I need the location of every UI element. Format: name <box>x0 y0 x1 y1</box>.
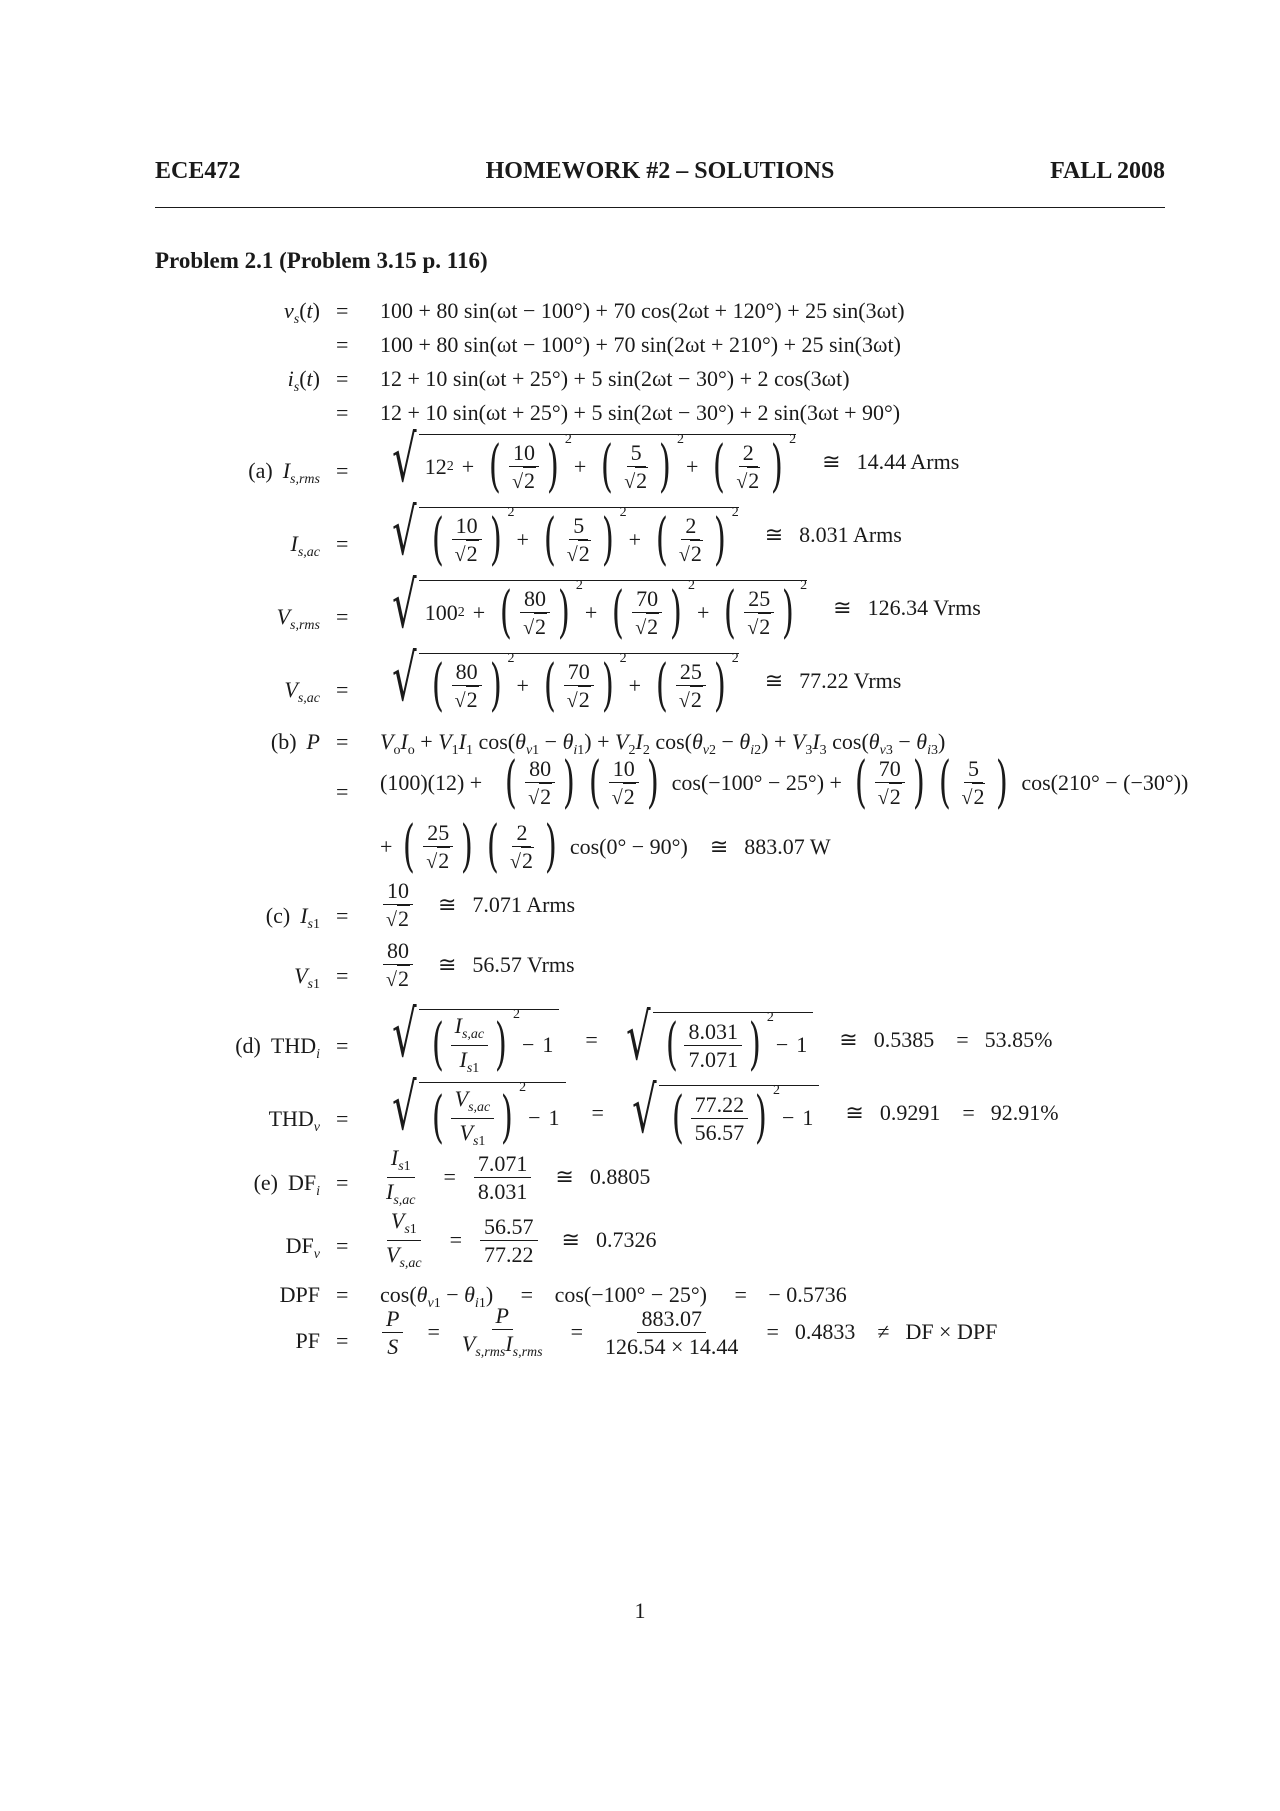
pf-result: 0.4833 <box>794 1319 856 1345</box>
df-v-result: 0.7326 <box>595 1227 657 1253</box>
page-number: 1 <box>634 1598 646 1623</box>
thd-v-percent: 92.91% <box>990 1099 1059 1125</box>
p-lhs: (b) P <box>270 729 320 754</box>
df-v-lhs: $DF_v$ <box>285 1233 320 1262</box>
running-header <box>155 158 1165 198</box>
vs-rms-result: 126.34 Vrms <box>867 594 981 620</box>
dpf-lhs: DPF <box>279 1282 320 1307</box>
is-expr-1: 12 + 10 sin(ωt + 25°) + 5 sin(2ωt − 30°) + 2 cos(3ωt) <box>380 366 850 391</box>
vs-expr-1: 100 + 80 sin(ωt − 100°) + 70 cos(2ωt + 120°) + 25 sin(3ωt) <box>380 298 905 323</box>
vs-rms-lhs: $V_{s,rms}$ <box>276 604 320 633</box>
pf-lhs: PF <box>295 1328 320 1353</box>
p-expr-1: $V_oI_o + V_1I_1$ $\cos(\theta_{v1} - \theta_{i1}) + V_2I_2$ $\cos(\theta_{v2} - \theta_{i2}) + V_3I_3$ $\cos(\theta_{v3} - \theta_{i3})$ <box>380 729 946 758</box>
course-code: ECE472 <box>155 158 241 184</box>
is1-result: 7.071 Arms <box>472 892 576 918</box>
is1-lhs: (c) $I_{s1}$ <box>265 903 320 932</box>
problem-title: Problem 2.1 (Problem 3.15 p. 116) <box>155 248 488 273</box>
term: FALL 2008 <box>1050 158 1165 184</box>
vs-expr-2: 100 + 80 sin(ωt − 100°) + 70 sin(2ωt + 210°) + 25 sin(3ωt) <box>380 332 901 357</box>
dpf-result: − 0.5736 <box>768 1282 847 1307</box>
df-i-lhs: (e) $DF_i$ <box>253 1170 320 1199</box>
header-rule <box>155 207 1165 208</box>
thd-i-lhs: (d) $THD_i$ <box>235 1033 320 1062</box>
vs-lhs: $v_s(t)$ <box>284 298 320 327</box>
df-i-result: 0.8805 <box>589 1164 651 1190</box>
is-rms-result: 14.44 Arms <box>856 448 960 474</box>
vs-ac-lhs: $V_{s,ac}$ <box>284 677 320 706</box>
pf-compare: DF × DPF <box>905 1319 998 1345</box>
document-title: HOMEWORK #2 – SOLUTIONS <box>485 158 835 184</box>
is-lhs: $i_s(t)$ <box>287 366 320 395</box>
p-result: 883.07 W <box>744 834 831 859</box>
is-expr-2: 12 + 10 sin(ωt + 25°) + 5 sin(2ωt − 30°) + 2 sin(3ωt + 90°) <box>380 400 901 425</box>
is-rms-lhs: (a) $I_{s,rms}$ <box>248 458 320 487</box>
thd-i-percent: 53.85% <box>984 1026 1053 1052</box>
thd-v-value: 0.9291 <box>879 1099 941 1125</box>
thd-i-value: 0.5385 <box>873 1026 935 1052</box>
is-ac-result: 8.031 Arms <box>799 521 902 547</box>
dpf-expr: $\cos(\theta_{v1} - \theta_{i1}) = \cos(-100^\circ - 25^\circ)$ = − 0.5736 <box>380 1282 847 1311</box>
vs1-result: 56.57 Vrms <box>472 952 575 978</box>
thd-v-lhs: $THD_v$ <box>268 1106 320 1135</box>
vs1-lhs: $V_{s1}$ <box>294 963 320 992</box>
vs-ac-result: 77.22 Vrms <box>799 667 902 693</box>
is-ac-lhs: $I_{s,ac}$ <box>290 531 320 560</box>
